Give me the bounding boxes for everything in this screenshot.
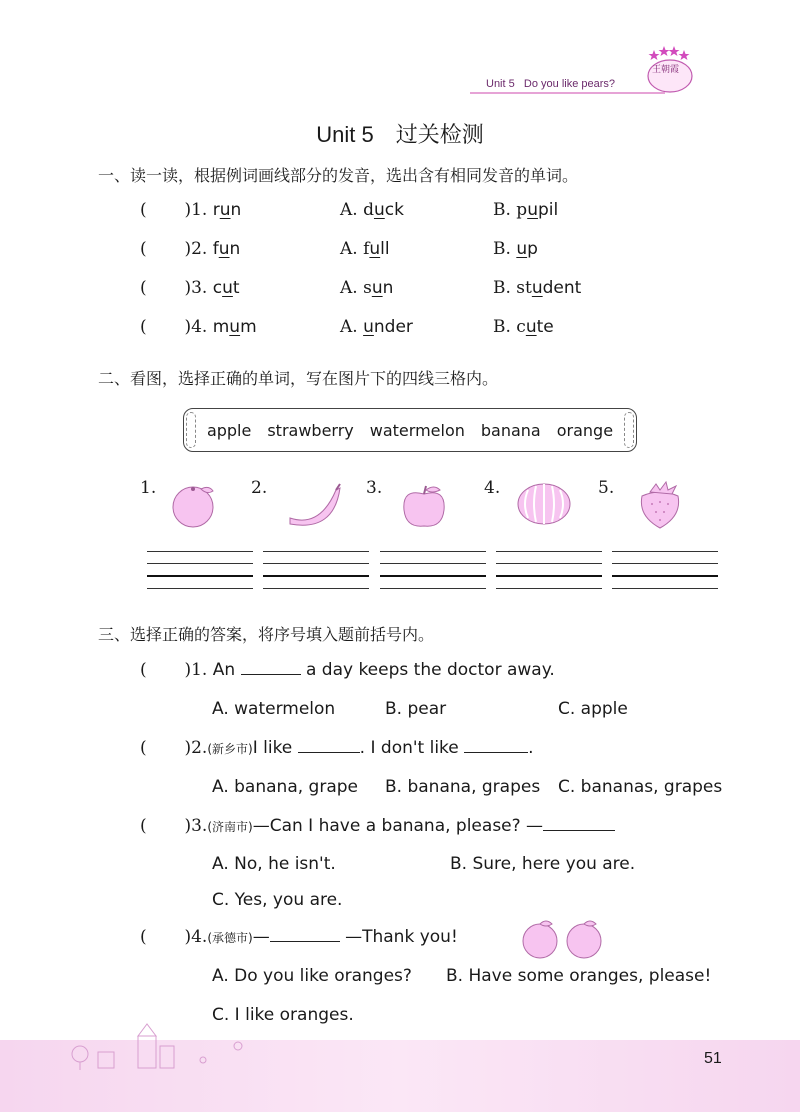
word-bank-item: banana bbox=[480, 420, 541, 440]
header-unit-title: Do you like pears? bbox=[523, 78, 616, 90]
question-text: —Can I have a banana, please? — bbox=[252, 816, 544, 836]
word-bank-item: strawberry bbox=[267, 420, 354, 440]
question-number: )3. bbox=[184, 816, 208, 836]
question-3 bbox=[140, 816, 615, 836]
example-word: run bbox=[212, 200, 242, 220]
option-a: A. full bbox=[340, 239, 390, 259]
option-a: A. banana, grape bbox=[212, 777, 358, 797]
question-text: I like bbox=[252, 738, 293, 758]
option-a: A. Do you like oranges? bbox=[212, 966, 412, 986]
city-tag: (新乡市) bbox=[207, 742, 253, 756]
writing-lines[interactable] bbox=[380, 551, 486, 600]
option-c: C. Yes, you are. bbox=[212, 890, 343, 910]
answer-paren[interactable]: ( bbox=[140, 200, 185, 220]
section2-heading: 二、看图，选择正确的单词，写在图片下的四线三格内。 bbox=[98, 369, 499, 388]
option-b: B. pear bbox=[385, 699, 447, 719]
picture-number: 3. bbox=[366, 478, 383, 498]
question-text: —Thank you! bbox=[345, 927, 458, 947]
word-bank bbox=[183, 408, 637, 452]
strawberry-icon bbox=[632, 478, 688, 530]
watermelon-icon bbox=[514, 478, 574, 528]
option-c: C. apple bbox=[558, 699, 628, 719]
badge-text: 王朝霞 bbox=[652, 65, 680, 75]
section1-heading: 一、读一读，根据例词画线部分的发音，选出含有相同发音的单词。 bbox=[98, 166, 579, 185]
option-a: A. watermelon bbox=[212, 699, 336, 719]
option-b: B. Have some oranges, please! bbox=[446, 966, 712, 986]
option-b: B. up bbox=[493, 239, 538, 259]
question-text: — bbox=[252, 927, 270, 947]
answer-paren[interactable]: ( bbox=[140, 278, 185, 298]
question-number: )1. bbox=[184, 200, 208, 220]
answer-blank[interactable] bbox=[543, 816, 615, 831]
orange-icon bbox=[165, 480, 221, 530]
castle-decoration-icon bbox=[68, 1022, 258, 1072]
question-4 bbox=[140, 927, 458, 947]
option-b: B. banana, grapes bbox=[385, 777, 541, 797]
phonics-row bbox=[140, 317, 257, 337]
apple-icon bbox=[398, 482, 450, 530]
question-number: )1. bbox=[184, 660, 208, 680]
picture-number: 5. bbox=[598, 478, 615, 498]
phonics-row bbox=[140, 200, 241, 220]
header-unit-label: Unit 5 bbox=[486, 78, 515, 90]
city-tag: (济南市) bbox=[207, 820, 253, 834]
answer-paren[interactable]: ( bbox=[140, 317, 185, 337]
option-b: B. pupil bbox=[493, 200, 559, 220]
answer-paren[interactable]: ( bbox=[140, 738, 185, 758]
answer-blank[interactable] bbox=[464, 738, 528, 753]
page-number: 51 bbox=[704, 1050, 722, 1067]
answer-paren[interactable]: ( bbox=[140, 816, 185, 836]
word-bank-item: orange bbox=[556, 420, 614, 440]
answer-blank[interactable] bbox=[241, 660, 301, 675]
question-text: . bbox=[528, 738, 534, 758]
question-number: )4. bbox=[184, 317, 208, 337]
option-b: B. cute bbox=[493, 317, 554, 337]
question-text: An bbox=[212, 660, 236, 680]
answer-paren[interactable]: ( bbox=[140, 660, 185, 680]
phonics-row bbox=[140, 239, 240, 259]
page-title: Unit 5 过关检测 bbox=[316, 122, 484, 147]
option-a: A. sun bbox=[340, 278, 394, 298]
example-word: mum bbox=[212, 317, 257, 337]
picture-number: 1. bbox=[140, 478, 157, 498]
option-b: B. student bbox=[493, 278, 582, 298]
example-word: cut bbox=[212, 278, 240, 298]
option-a: A. duck bbox=[340, 200, 404, 220]
question-2 bbox=[140, 738, 534, 758]
section3-heading: 三、选择正确的答案，将序号填入题前括号内。 bbox=[98, 625, 435, 644]
word-bank-item: apple bbox=[206, 420, 252, 440]
answer-blank[interactable] bbox=[298, 738, 360, 753]
option-c: C. I like oranges. bbox=[212, 1005, 354, 1025]
word-bank-item: watermelon bbox=[369, 420, 465, 440]
question-1 bbox=[140, 660, 555, 680]
option-b: B. Sure, here you are. bbox=[450, 854, 636, 874]
question-text: . I don't like bbox=[359, 738, 459, 758]
question-number: )3. bbox=[184, 278, 208, 298]
writing-lines[interactable] bbox=[612, 551, 718, 600]
writing-lines[interactable] bbox=[263, 551, 369, 600]
city-tag: (承德市) bbox=[207, 931, 253, 945]
writing-lines[interactable] bbox=[496, 551, 602, 600]
question-number: )2. bbox=[184, 239, 208, 259]
question-number: )2. bbox=[184, 738, 208, 758]
question-number: )4. bbox=[184, 927, 208, 947]
question-text: a day keeps the doctor away. bbox=[305, 660, 555, 680]
option-a: A. under bbox=[340, 317, 413, 337]
phonics-row bbox=[140, 278, 240, 298]
header-unit bbox=[486, 78, 615, 90]
header-rule bbox=[470, 92, 665, 94]
banana-icon bbox=[284, 480, 344, 528]
option-a: A. No, he isn't. bbox=[212, 854, 336, 874]
answer-paren[interactable]: ( bbox=[140, 927, 185, 947]
writing-lines[interactable] bbox=[147, 551, 253, 600]
picture-number: 4. bbox=[484, 478, 501, 498]
answer-blank[interactable] bbox=[270, 927, 340, 942]
example-word: fun bbox=[212, 239, 241, 259]
answer-paren[interactable]: ( bbox=[140, 239, 185, 259]
option-c: C. bananas, grapes bbox=[558, 777, 723, 797]
picture-number: 2. bbox=[251, 478, 268, 498]
oranges-icon bbox=[518, 918, 608, 960]
